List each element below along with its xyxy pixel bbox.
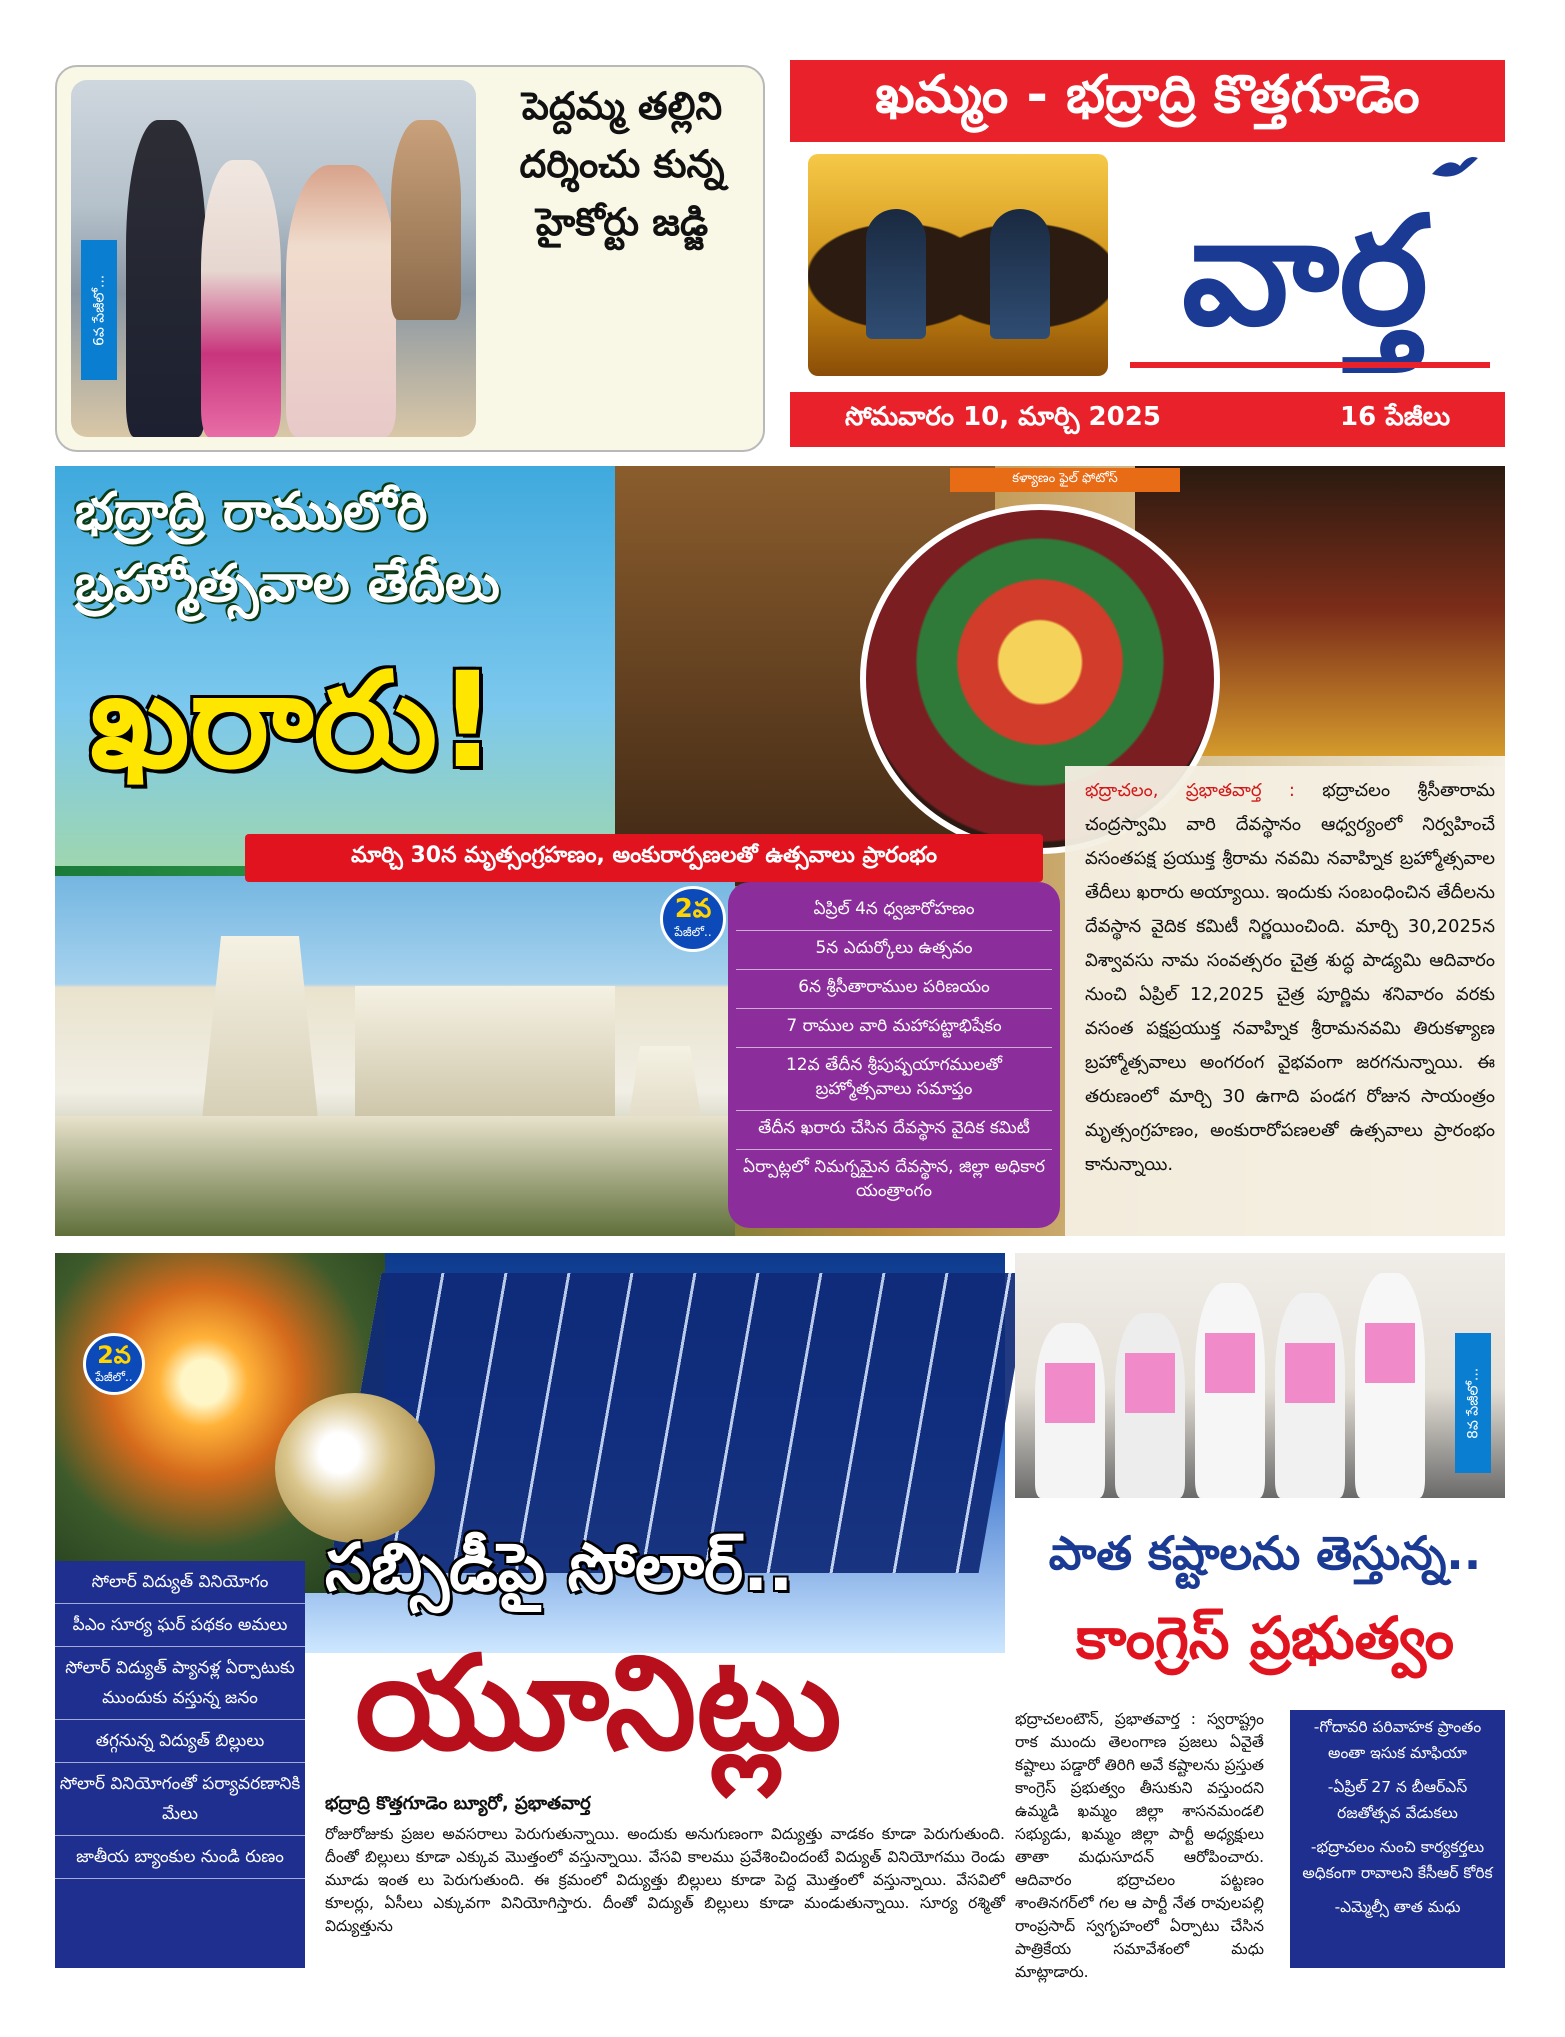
badge-label: పేజీలో.. xyxy=(674,925,712,939)
logo-underline xyxy=(1130,362,1490,368)
solar-byline: భద్రాద్రి కొత్తగూడెం బ్యూరో, ప్రభాతవార్త xyxy=(325,1793,591,1814)
solar-point: జాతీయ బ్యాంకుల నుండి రుణం xyxy=(55,1836,305,1879)
issue-date: సోమవారం 10, మార్చి 2025 xyxy=(845,402,1161,432)
schedule-item: 5న ఎదుర్కోలు ఉత్సవం xyxy=(736,931,1052,970)
main-story-body xyxy=(1065,766,1505,1236)
schedule-item: 6న శ్రీసీతారాముల పరిణయం xyxy=(736,970,1052,1009)
politics-text: స్వరాష్ట్రం రాక ముందు తెలంగాణ ప్రజలు ఏవైతే కష్టాలు పడ్డారో తిరిగి అవే కష్టాలను ప్రస్తుత కాంగ్రెస్ ప్రభుత్వం తీసుకుని వస్తుందని ఉమ్మడి ఖమ్మం జిల్లా శాసనమండలి సభ్యుడు, ఖమ్మం జిల్లా పార్టీ అధ్యక్షులు తాతా మధుసూదన్ ఆరోపించారు. ఆదివారం భద్రాచలం పట్టణం శాంతినగర్‌లో గల ఆ పార్టీ నేత రావులపల్లి రాంప్రసాద్ స్వగృహంలో ఏర్పాటు చేసిన పాత్రికేయ సమావేశంలో మధు మాట్లాడారు. xyxy=(1015,1710,1264,1981)
solar-points-box xyxy=(55,1561,305,1968)
schedule-item: తేదీన ఖరారు చేసిన దేవస్థాన వైదిక కమిటీ xyxy=(736,1111,1052,1150)
politics-headline-2[interactable]: కాంగ్రెస్ ప్రభుత్వం xyxy=(1075,1604,1455,1672)
politics-point: -ఏప్రిల్ 27 న బీఆర్ఎస్ రజతోత్సవ వేడుకలు xyxy=(1327,1778,1468,1822)
schedule-item: ఏర్పాట్లలో నిమగ్నమైన దేవస్థాన, జిల్లా అధికార యంత్రాంగం xyxy=(742,1157,1046,1201)
page-count: 16 పేజీలు xyxy=(1340,402,1451,432)
schedule-box xyxy=(728,882,1060,1228)
deity-image xyxy=(808,154,1108,376)
page-2-badge[interactable] xyxy=(660,886,726,952)
dateline-bar xyxy=(790,392,1505,447)
teaser-box[interactable] xyxy=(55,65,765,452)
politics-body xyxy=(1015,1708,1270,1981)
main-headline[interactable]: ఖరారు! xyxy=(90,644,498,798)
schedule-item: 7 రాముల వారి మహాపట్టాభిషేకం xyxy=(736,1009,1052,1048)
politics-point: -భద్రాచలం నుంచి కార్యకర్తలు అధికంగా రావాలని కేసీఆర్ కోరిక xyxy=(1302,1838,1493,1882)
headline-kicker[interactable] xyxy=(75,476,595,620)
page-2-badge[interactable] xyxy=(83,1333,145,1395)
badge-label: పేజీలో.. xyxy=(95,1370,133,1384)
solar-story[interactable] xyxy=(55,1253,1005,1968)
solar-headline-2[interactable]: యూనిట్లు xyxy=(355,1627,842,1779)
bulb-image xyxy=(275,1393,435,1543)
photo-credit-tag: కళ్యాణం ఫైల్ ఫోటోస్ xyxy=(950,468,1180,492)
solar-point: సోలార్ విద్యుత్ వినియోగం xyxy=(55,1561,305,1604)
headline-line-1: భద్రాద్రి రాములోరి xyxy=(75,482,428,542)
solar-point: తగ్గనున్న విద్యుత్ బిల్లులు xyxy=(55,1720,305,1763)
dove-icon xyxy=(1430,152,1480,182)
politics-point: -ఎమ్మెల్సీ తాత మధు xyxy=(1334,1898,1461,1916)
solar-body: రోజురోజుకు ప్రజల అవసరాలు పెరుగుతున్నాయి. అందుకు అనుగుణంగా విద్యుత్తు వాడకం కూడా పెరుగుతుంది. దీంతో బిల్లులు కూడా ఎక్కువ మొత్తంలో వస్తున్నాయి. వేసవి కాలము ప్రవేశించిందంటే విద్యుత్ వినియోగము రెండు మూడు ఇంత లు పెరుగుతుంది. ఈ క్రమంలో విద్యుత్తు బిల్లులు కూడా పెద్ద మొత్తంలో వస్తున్నాయి. వేసవిలో కూలర్లు, ఏసీలు ఎక్కువగా వినియోగిస్తారు. దీంతో విద్యుత్ బిల్లులు కూడా మండుతున్నాయి. సూర్య రశ్మితో విద్యుత్తును xyxy=(325,1825,1005,1935)
badge-number: 2వ xyxy=(674,894,712,924)
press-meet-photo xyxy=(1015,1253,1505,1498)
schedule-item: 12వ తేదీన శ్రీపుష్పయాగములతో బ్రహ్మోత్సవాలు సమాప్తం xyxy=(736,1048,1052,1111)
politics-point: -గోదావరి పరివాహక ప్రాంతం అంతా ఇసుక మాఫియా xyxy=(1313,1718,1482,1762)
page-ref-tag[interactable]: 6వ పేజీలో... xyxy=(81,240,117,380)
politics-byline: భద్రాచలంటౌన్, ప్రభాతవార్త : xyxy=(1015,1710,1197,1728)
newspaper-logo[interactable]: వార్త xyxy=(1181,185,1429,359)
politics-headline-1[interactable]: పాత కష్టాలను తెస్తున్న.. xyxy=(1048,1526,1482,1580)
main-story-byline: భద్రాచలం, ప్రభాతవార్త : xyxy=(1085,780,1295,801)
judge-visit-photo xyxy=(71,80,476,437)
politics-story[interactable] xyxy=(1015,1253,1505,1981)
main-story[interactable] xyxy=(55,466,1505,1236)
politics-points-box xyxy=(1290,1710,1505,1968)
headline-line-2: బ్రహ్మోత్సవాల తేదీలు xyxy=(75,554,500,614)
main-story-text: భద్రాచలం శ్రీసీతారామ చంద్రస్వామి వారి దేవస్థానం ఆధ్వర్యంలో నిర్వహించే వసంతపక్ష ప్రయుక్త శ్రీరామ నవమి నవాహ్నిక బ్రహ్మోత్సవాల తేదీలు ఖరారు అయ్యాయి. ఇందుకు సంబంధించిన తేదీలను దేవస్థాన వైదిక కమిటీ నిర్ణయించింది. మార్చి 30,2025న విశ్వావసు నామ సంవత్సరం చైత్ర శుద్ధ పాడ్యమి ఆదివారం నుంచి ఏప్రిల్ 12,2025 చైత్ర పూర్ణిమ శనివారం వరకు వసంత పక్షప్రయుక్త నవాహ్నిక శ్రీరామనవమి తిరుకళ్యాణ బ్రహ్మోత్సవాలు అంగరంగ వైభవంగా జరగనున్నాయి. ఈ తరుణంలో మార్చి 30 ఉగాది పండగ రోజున సాయంత్రం మృత్సంగ్రహణం, అంకురారోపణలతో ఉత్సవాలు ప్రారంభం కానున్నాయి. xyxy=(1085,780,1495,1175)
masthead xyxy=(790,142,1505,392)
subheadline-bar: మార్చి 30న మృత్సంగ్రహణం, అంకురార్పణలతో ఉత్సవాలు ప్రారంభం xyxy=(245,834,1043,882)
solar-point: పీఎం సూర్య ఘర్ పథకం అమలు xyxy=(55,1604,305,1647)
solar-point: సోలార్ వినియోగంతో పర్యావరణానికి మేలు xyxy=(55,1763,305,1836)
temple-photo xyxy=(55,876,735,1236)
region-banner: ఖమ్మం - భద్రాద్రి కొత్తగూడెం xyxy=(790,60,1505,142)
solar-headline-1[interactable]: సబ్సిడీపై సోలార్.. xyxy=(325,1529,794,1606)
schedule-item: ఏప్రిల్ 4న ధ్వజారోహణం xyxy=(736,892,1052,931)
badge-number: 2వ xyxy=(97,1341,131,1369)
teaser-headline[interactable]: పెద్దమ్మ తల్లిని దర్శించు కున్న హైకోర్టు జడ్జి xyxy=(519,84,725,244)
page-ref-tag[interactable]: 8వ పేజీలో... xyxy=(1455,1333,1491,1473)
solar-point: సోలార్ విద్యుత్ ప్యానళ్ల ఏర్పాటుకు ముందుకు వస్తున్న జనం xyxy=(55,1647,305,1720)
